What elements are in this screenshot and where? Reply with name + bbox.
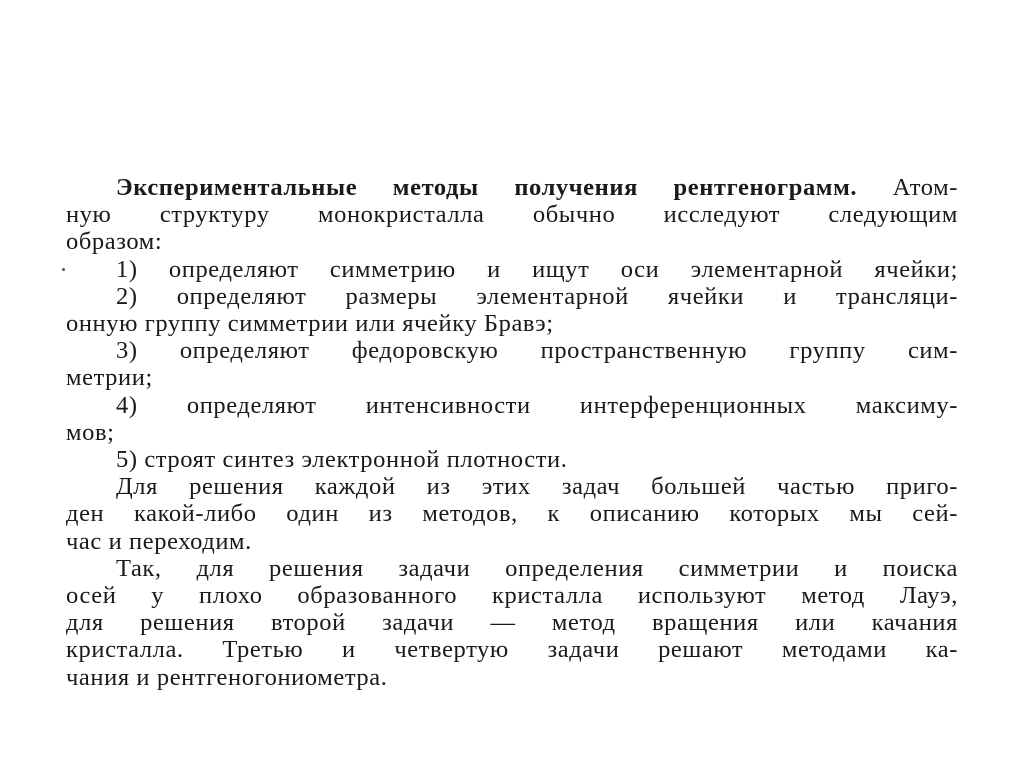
text-line: для решения второй задачи — метод вращения или качания <box>66 609 958 637</box>
text-line: онную группу симметрии или ячейку Бравэ; <box>66 310 554 338</box>
list-item: 5) строят синтез электронной плотности. <box>116 446 568 474</box>
text-line: час и переходим. <box>66 527 252 555</box>
paragraph-line: Для решения каждой из этих задач большей частью приго- <box>116 473 958 501</box>
text-line: ден какой-либо один из методов, к описанию которых мы сей- <box>66 500 958 528</box>
list-item: 3) определяют федоровскую пространственную группу сим- <box>116 337 958 365</box>
text-line: ную структуру монокристалла обычно исследуют следующим <box>66 201 958 229</box>
scan-speck <box>62 268 65 271</box>
section-heading: Экспериментальные методы получения рентгенограмм. <box>116 174 858 201</box>
text-line: метрии; <box>66 364 153 392</box>
text-line: осей у плохо образованного кристалла используют метод Лауэ, <box>66 582 958 610</box>
list-item: 4) определяют интенсивности интерференционных максиму- <box>116 391 958 419</box>
paragraph-line: Так, для решения задачи определения симметрии и поиска <box>116 554 958 582</box>
text-line: чания и рентгеногониометра. <box>66 663 388 691</box>
document-text <box>66 174 958 691</box>
list-item: 1) определяют симметрию и ищут оси элементарной ячейки; <box>116 255 958 283</box>
text-line-content: Атом- <box>857 174 959 201</box>
text-line: кристалла. Третью и четвертую задачи решают методами ка- <box>66 636 958 664</box>
list-item: 2) определяют размеры элементарной ячейки и трансляци- <box>116 282 958 310</box>
text-line <box>66 174 958 201</box>
text-line: мов; <box>66 418 115 446</box>
text-line: образом: <box>66 228 163 256</box>
